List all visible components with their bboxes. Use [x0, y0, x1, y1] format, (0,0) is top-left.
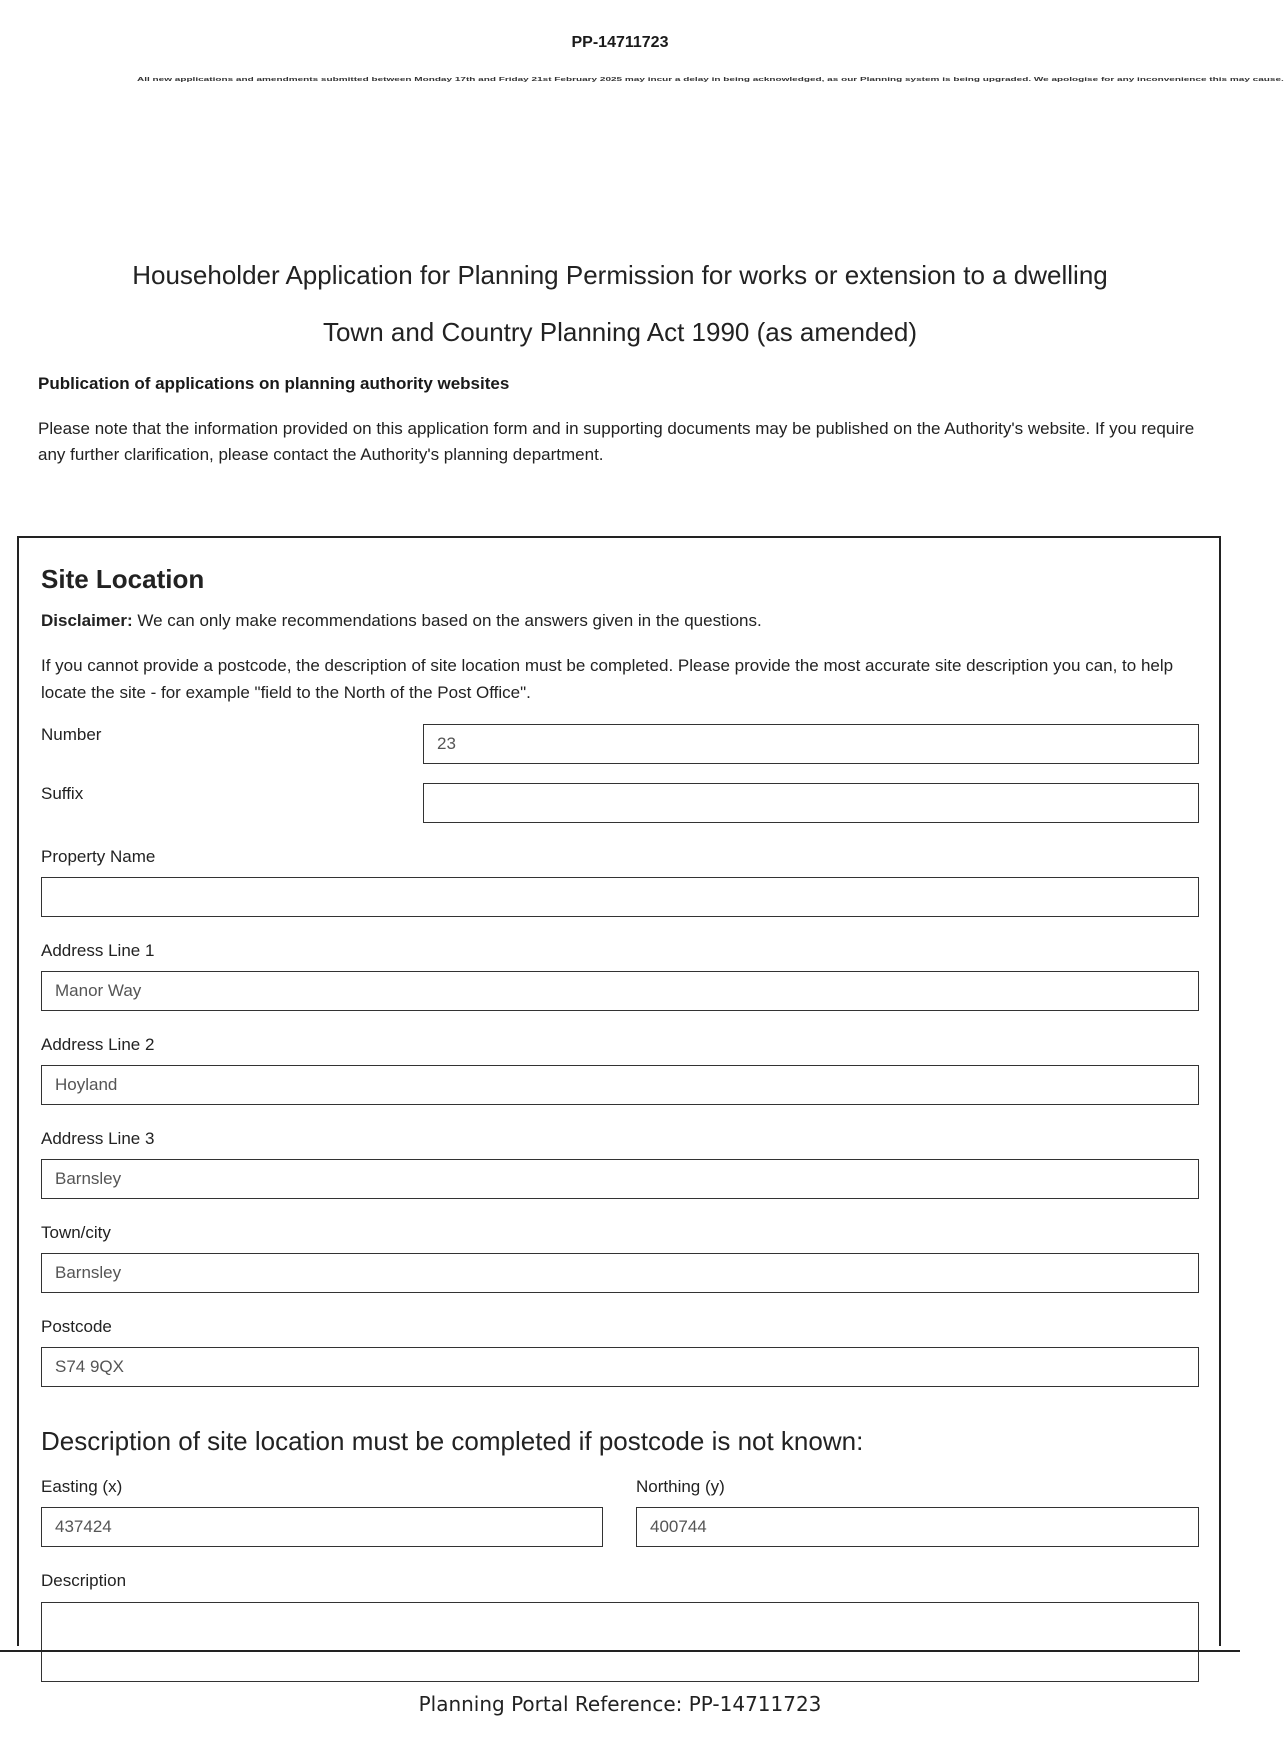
- property-name-field[interactable]: [41, 877, 1199, 917]
- postcode-field[interactable]: S74 9QX: [41, 1347, 1199, 1387]
- disclaimer-label: Disclaimer:: [41, 611, 133, 630]
- reference-number: PP-14711723: [571, 34, 669, 51]
- town-city-label: Town/city: [41, 1223, 111, 1242]
- section-title: Site Location: [41, 564, 205, 594]
- suffix-field[interactable]: [423, 783, 1199, 823]
- easting-field[interactable]: 437424: [41, 1507, 603, 1547]
- description-heading: Description of site location must be completed if postcode is not known:: [41, 1426, 864, 1456]
- address-line-3-field[interactable]: Barnsley: [41, 1159, 1199, 1199]
- description-field[interactable]: [41, 1602, 1199, 1682]
- disclaimer: [41, 611, 762, 631]
- publication-text: Please note that the information provided on this application form and in supporting documents may be published on the Authority's website. If you require any further clarification, please contact the Authority's planning department.: [38, 419, 1195, 464]
- upgrade-notice: All new applications and amendments submitted between Monday 17th and Friday 21st February 2025 may incur a delay in being acknowledged, as our Planning system is being upgraded. We apologise for any inconvenience this may cause.: [137, 76, 1284, 83]
- number-field[interactable]: 23: [423, 724, 1199, 764]
- northing-label: Northing (y): [636, 1477, 725, 1496]
- footer-divider: [0, 1650, 1240, 1652]
- property-name-label: Property Name: [41, 847, 156, 866]
- site-location-panel: [17, 536, 1221, 1646]
- town-city-field[interactable]: Barnsley: [41, 1253, 1199, 1293]
- easting-label: Easting (x): [41, 1477, 123, 1496]
- suffix-label: Suffix: [41, 784, 84, 803]
- northing-field[interactable]: 400744: [636, 1507, 1199, 1547]
- postcode-label: Postcode: [41, 1317, 112, 1336]
- address-line-3-label: Address Line 3: [41, 1129, 155, 1148]
- address-line-1-label: Address Line 1: [41, 941, 155, 960]
- address-line-2-label: Address Line 2: [41, 1035, 155, 1054]
- act-title: Town and Country Planning Act 1990 (as amended): [322, 317, 918, 347]
- postcode-info: If you cannot provide a postcode, the description of site location must be completed. Please provide the most accurate site description you can, to help locate the site - for example "field to the North of the Post Office".: [41, 656, 1174, 702]
- description-label: Description: [41, 1571, 127, 1590]
- form-title: Householder Application for Planning Permission for works or extension to a dwelling: [132, 260, 1108, 290]
- disclaimer-text: We can only make recommendations based on the answers given in the questions.: [132, 611, 762, 630]
- publication-heading: Publication of applications on planning authority websites: [38, 374, 510, 393]
- address-line-2-field[interactable]: Hoyland: [41, 1065, 1199, 1105]
- address-line-1-field[interactable]: Manor Way: [41, 971, 1199, 1011]
- number-label: Number: [41, 725, 102, 744]
- footer-reference: Planning Portal Reference: PP-14711723: [418, 1692, 822, 1716]
